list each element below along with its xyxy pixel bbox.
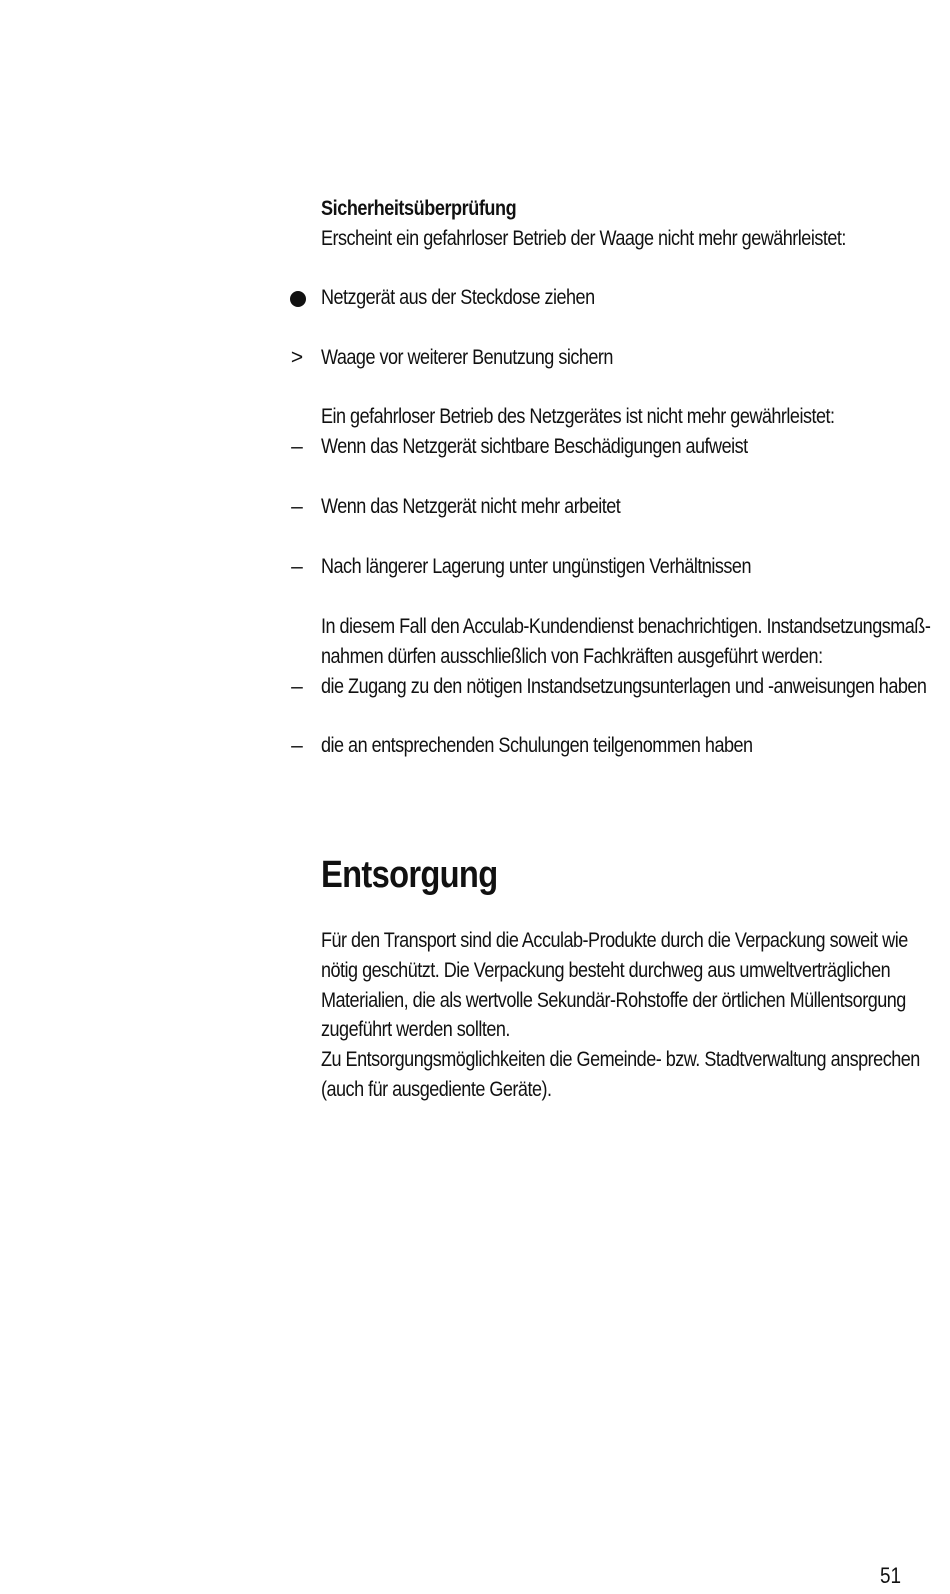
page-number: 51 (880, 1563, 902, 1588)
dash-marker-icon: – (291, 435, 303, 458)
safety-heading: Sicherheitsüberprüfung (321, 197, 517, 220)
disposal-paragraph-line: Zu Entsorgungsmöglichkeiten die Gemeinde- bzw. Stadtverwaltung ansprechen (321, 1048, 920, 1071)
dash-marker-icon: – (291, 555, 303, 578)
adapter-condition-item: Wenn das Netzgerät nicht mehr arbeitet (321, 495, 621, 518)
disposal-paragraph-line: nötig geschützt. Die Verpackung besteht durchweg aus umweltverträglichen (321, 959, 891, 982)
disposal-paragraph-line: Materialien, die als wertvolle Sekundär-Rohstoffe der örtlichen Müllentsorgung (321, 989, 906, 1012)
service-paragraph-line: nahmen dürfen ausschließlich von Fachkräften ausgeführt werden: (321, 645, 823, 668)
adapter-condition-item: Wenn das Netzgerät sichtbare Beschädigungen aufweist (321, 435, 748, 458)
adapter-condition-item: Nach längerer Lagerung unter ungünstigen Verhältnissen (321, 555, 751, 578)
result-step-text: Waage vor weiterer Benutzung sichern (321, 346, 613, 369)
service-paragraph-line: In diesem Fall den Acculab-Kundendienst benachrichtigen. Instandsetzungsmaß- (321, 615, 931, 638)
bullet-step-text: Netzgerät aus der Steckdose ziehen (321, 286, 595, 309)
safety-intro: Erscheint ein gefahrloser Betrieb der Waage nicht mehr gewährleistet: (321, 227, 846, 250)
result-marker-icon: > (290, 346, 304, 369)
disposal-heading: Entsorgung (321, 854, 498, 896)
dash-marker-icon: – (291, 675, 303, 698)
dash-marker-icon: – (291, 495, 303, 518)
service-condition-item: die Zugang zu den nötigen Instandsetzungsunterlagen und -anweisungen haben (321, 675, 927, 698)
bullet-dot-icon (290, 291, 306, 307)
disposal-paragraph-line: zugeführt werden sollten. (321, 1018, 510, 1041)
dash-marker-icon: – (291, 734, 303, 757)
disposal-paragraph-line: Für den Transport sind die Acculab-Produkte durch die Verpackung soweit wie (321, 929, 908, 952)
disposal-paragraph-line: (auch für ausgediente Geräte). (321, 1078, 552, 1101)
service-condition-item: die an entsprechenden Schulungen teilgenommen haben (321, 734, 753, 757)
adapter-intro: Ein gefahrloser Betrieb des Netzgerätes ist nicht mehr gewährleistet: (321, 405, 835, 428)
